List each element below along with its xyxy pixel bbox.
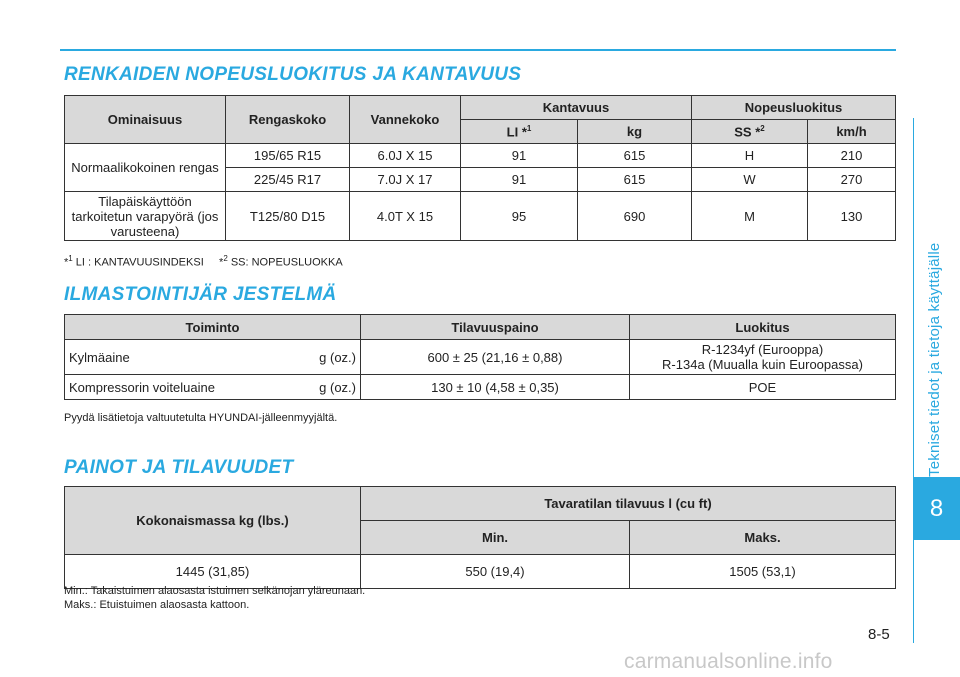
cell-unit: g (oz.) bbox=[319, 379, 356, 395]
cell-luokitus: POE bbox=[630, 375, 896, 400]
cell-toiminto bbox=[65, 375, 361, 400]
cell-vannekoko: 6.0J X 15 bbox=[350, 144, 461, 168]
cell-toiminto-label: Kompressorin voiteluaine bbox=[69, 379, 215, 395]
table-row bbox=[65, 144, 896, 168]
cell-li: 91 bbox=[461, 144, 578, 168]
chapter-tab[interactable]: 8 bbox=[913, 477, 960, 540]
cell-ss: W bbox=[692, 168, 808, 192]
cell-luokitus-line1: R-1234yf (Eurooppa) bbox=[701, 342, 824, 357]
footnote-2: SS: NOPEUSLUOKKA bbox=[227, 256, 343, 269]
header-li bbox=[461, 120, 578, 144]
footnote-1: LI : KANTAVUUSINDEKSI bbox=[72, 256, 204, 269]
header-nopeusluokitus: Nopeusluokitus bbox=[692, 96, 896, 120]
cell-min: 550 (19,4) bbox=[361, 555, 630, 589]
cell-li: 91 bbox=[461, 168, 578, 192]
ac-table bbox=[64, 314, 896, 400]
top-rule bbox=[60, 49, 896, 51]
cell-kg: 690 bbox=[578, 192, 692, 241]
cell-maks: 1505 (53,1) bbox=[630, 555, 896, 589]
header-tilavuuspaino: Tilavuuspaino bbox=[361, 315, 630, 340]
cell-rengaskoko: 195/65 R15 bbox=[226, 144, 350, 168]
header-ominaisuus: Ominaisuus bbox=[65, 96, 226, 144]
weights-table bbox=[64, 486, 896, 589]
cell-toiminto-wrap bbox=[69, 380, 356, 395]
header-luokitus: Luokitus bbox=[630, 315, 896, 340]
footnote-1-mark: * bbox=[64, 256, 69, 269]
watermark: carmanualsonline.info bbox=[624, 650, 833, 673]
header-min: Min. bbox=[361, 521, 630, 555]
cell-vannekoko: 7.0J X 17 bbox=[350, 168, 461, 192]
chapter-side-title: Tekniset tiedot ja tietoja käyttäjälle bbox=[926, 242, 943, 477]
cell-tilavuuspaino: 130 ± 10 (4,58 ± 0,35) bbox=[361, 375, 630, 400]
header-ss bbox=[692, 120, 808, 144]
table-row bbox=[65, 340, 896, 375]
header-li-sup: 1 bbox=[526, 123, 532, 133]
cell-rengaskoko: T125/80 D15 bbox=[226, 192, 350, 241]
table-row bbox=[65, 192, 896, 241]
cell-toiminto-wrap bbox=[69, 350, 356, 365]
header-kmh: km/h bbox=[808, 120, 896, 144]
ac-note: Pyydä lisätietoja valtuutetulta HYUNDAI-jälleenmyyjältä. bbox=[64, 412, 338, 424]
cell-ss: M bbox=[692, 192, 808, 241]
weights-notes bbox=[64, 584, 365, 612]
header-ss-label: SS * bbox=[734, 124, 761, 140]
cell-vannekoko: 4.0T X 15 bbox=[350, 192, 461, 241]
weights-note-min: Min.: Takaistuimen alaosasta istuimen selkänojan yläreunaan. bbox=[64, 585, 366, 597]
header-rengaskoko: Rengaskoko bbox=[226, 96, 350, 144]
section-title-tires: RENKAIDEN NOPEUSLUOKITUS JA KANTAVUUS bbox=[64, 64, 522, 85]
section-title-ac: ILMASTOINTIJÄR JESTELMÄ bbox=[64, 284, 337, 305]
cell-ss: H bbox=[692, 144, 808, 168]
footnote-1-sup: 1 bbox=[68, 254, 73, 263]
header-ss-sup: 2 bbox=[760, 123, 765, 133]
header-kantavuus: Kantavuus bbox=[461, 96, 692, 120]
cell-kg: 615 bbox=[578, 168, 692, 192]
cell-tilavuuspaino: 600 ± 25 (21,16 ± 0,88) bbox=[361, 340, 630, 375]
tire-footnotes bbox=[64, 252, 343, 270]
cell-luokitus-line2: R-134a (Muualla kuin Euroopassa) bbox=[662, 357, 863, 372]
cell-toiminto bbox=[65, 340, 361, 375]
section-title-weights: PAINOT JA TILAVUUDET bbox=[64, 457, 294, 478]
header-toiminto: Toiminto bbox=[65, 315, 361, 340]
cell-kmh: 210 bbox=[808, 144, 896, 168]
table-row bbox=[65, 375, 896, 400]
cell-kmh: 270 bbox=[808, 168, 896, 192]
side-rule bbox=[913, 118, 914, 643]
header-kokonaismassa: Kokonaismassa kg (lbs.) bbox=[65, 487, 361, 555]
cell-kmh: 130 bbox=[808, 192, 896, 241]
cell-rengaskoko: 225/45 R17 bbox=[226, 168, 350, 192]
cell-ominaisuus: Tilapäiskäyttöön tarkoitetun varapyörä (jos varusteena) bbox=[65, 192, 226, 241]
cell-toiminto-label: Kylmäaine bbox=[69, 349, 130, 365]
header-vannekoko: Vannekoko bbox=[350, 96, 461, 144]
header-li-label: LI * bbox=[506, 124, 527, 140]
tire-table bbox=[64, 95, 896, 241]
cell-ominaisuus: Normaalikokoinen rengas bbox=[65, 144, 226, 192]
cell-unit: g (oz.) bbox=[319, 349, 356, 365]
header-tavaratila: Tavaratilan tilavuus l (cu ft) bbox=[361, 487, 896, 521]
cell-li: 95 bbox=[461, 192, 578, 241]
footnote-2-sup: 2 bbox=[223, 254, 228, 263]
header-maks: Maks. bbox=[630, 521, 896, 555]
page-number: 8-5 bbox=[868, 626, 890, 643]
cell-kg: 615 bbox=[578, 144, 692, 168]
cell-luokitus bbox=[630, 340, 896, 375]
header-kg: kg bbox=[578, 120, 692, 144]
footnote-2-mark: * bbox=[219, 256, 224, 269]
weights-note-maks: Maks.: Etuistuimen alaosasta kattoon. bbox=[64, 599, 250, 611]
cell-kokonaismassa: 1445 (31,85) bbox=[65, 555, 361, 589]
